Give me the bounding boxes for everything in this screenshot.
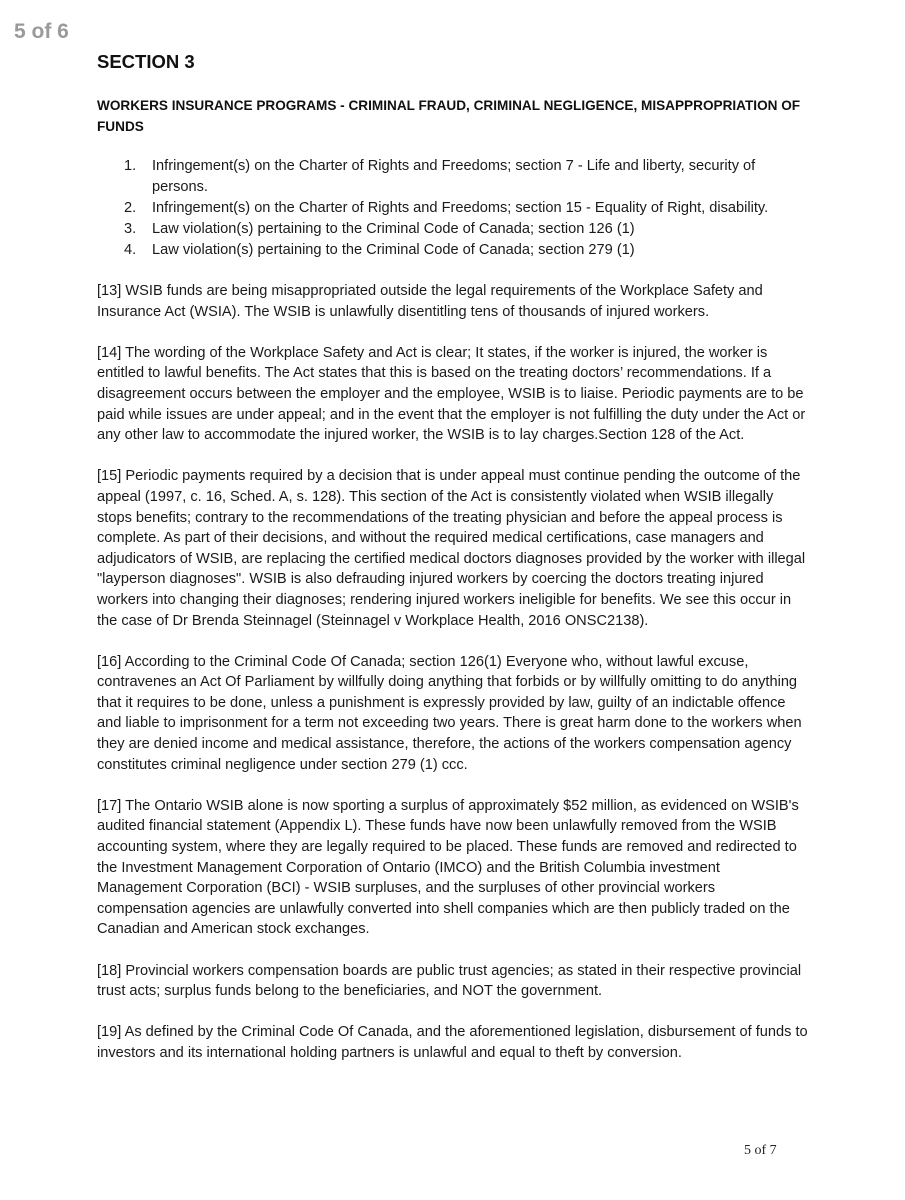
- paragraph-17: [17] The Ontario WSIB alone is now sporting a surplus of approximately $52 million, as evidenced on WSIB's audited financial statement (Appendix L). These funds have now been unlawfully removed from the WSIB accounting system, where they are legally required to be placed. These funds are removed and redirected to the Investment Management Corporation of Ontario (IMCO) and the British Columbia investment Management Corporation (BCI) - WSIB surpluses, and the surpluses of other provincial workers compensation agencies are unlawfully converted into shell companies which are then publicly traded on the Canadian and American stock exchanges.: [97, 797, 799, 938]
- list-item-number: 4.: [124, 242, 137, 258]
- list-item-number: 1.: [124, 158, 137, 174]
- list-item: [97, 198, 809, 219]
- list-item: [97, 219, 809, 240]
- list-item-text: Law violation(s) pertaining to the Criminal Code of Canada; section 126 (1): [152, 221, 635, 237]
- list-item-text: Infringement(s) on the Charter of Rights and Freedoms; section 7 - Life and liberty, security of persons.: [152, 158, 756, 195]
- list-item-text: Infringement(s) on the Charter of Rights and Freedoms; section 15 - Equality of Right, disability.: [152, 200, 769, 216]
- paragraph-18: [18] Provincial workers compensation boards are public trust agencies; as stated in their respective provincial trust acts; surplus funds belong to the beneficiaries, and NOT the government.: [97, 962, 802, 1000]
- page-number: 5 of 7: [744, 1143, 777, 1158]
- list-item-number: 3.: [124, 221, 137, 237]
- list-item-text: Law violation(s) pertaining to the Criminal Code of Canada; section 279 (1): [152, 242, 635, 258]
- paragraph-19: [19] As defined by the Criminal Code Of Canada, and the aforementioned legislation, disbursement of funds to investors and its international holding partners is unlawful and equal to theft by conversion.: [97, 1024, 808, 1061]
- paragraph-15: [15] Periodic payments required by a decision that is under appeal must continue pending the outcome of the appeal (1997, c. 16, Sched. A, s. 128). This section of the Act is consistently violated when WSIB illegally stops benefits; contrary to the recommendations of the treating physician and before the appeal process is complete. As part of their decisions, and without the required medical certifications, case managers and adjudicators of WSIB, are replacing the certified medical doctors diagnoses provided by the worker with illegal "layperson diagnoses". WSIB is also defrauding injured workers by coercing the doctors treating injured workers into changing their diagnoses; rendering injured workers ineligible for benefits. We see this occur in the case of Dr Brenda Steinnagel (Steinnagel v Workplace Health, 2016 ONSC2138).: [97, 468, 806, 629]
- list-item-number: 2.: [124, 200, 137, 216]
- paragraph-16: [16] According to the Criminal Code Of Canada; section 126(1) Everyone who, without lawful excuse, contravenes an Act Of Parliament by willfully doing anything that forbids or by willfully omitting to do anything that it requires to be done, unless a punishment is expressly provided by law, guilty of an indictable offence and liable to imprisonment for a term not exceeding two years. There is great harm done to the workers when they are denied income and medical assistance, therefore, the actions of the workers compensation agency constitutes criminal negligence under section 279 (1) ccc.: [97, 653, 802, 773]
- paragraph-14: [14] The wording of the Workplace Safety and Act is clear; It states, if the worker is injured, the worker is entitled to lawful benefits. The Act states that this is based on the treating doctors’ recommendations. If a disagreement occurs between the employer and the employee, WSIB is to liaise. Periodic payments are to be paid while issues are under appeal; and in the event that the employer is not fulfilling the duty under the Act or any other law to accommodate the injured worker, the WSIB is to lay charges.Section 128 of the Act.: [97, 344, 806, 444]
- list-item: [97, 240, 809, 261]
- section-subtitle: WORKERS INSURANCE PROGRAMS - CRIMINAL FRAUD, CRIMINAL NEGLIGENCE, MISAPPROPRIATION OF FUNDS: [97, 98, 801, 134]
- violations-list: [97, 156, 809, 261]
- document-page: [97, 49, 809, 1084]
- viewer-page-indicator: 5 of 6: [14, 20, 69, 43]
- list-item: [97, 156, 809, 198]
- section-title: SECTION 3: [97, 51, 195, 72]
- paragraph-13: [13] WSIB funds are being misappropriated outside the legal requirements of the Workplace Safety and Insurance Act (WSIA). The WSIB is unlawfully disentitling tens of thousands of injured workers.: [97, 283, 763, 320]
